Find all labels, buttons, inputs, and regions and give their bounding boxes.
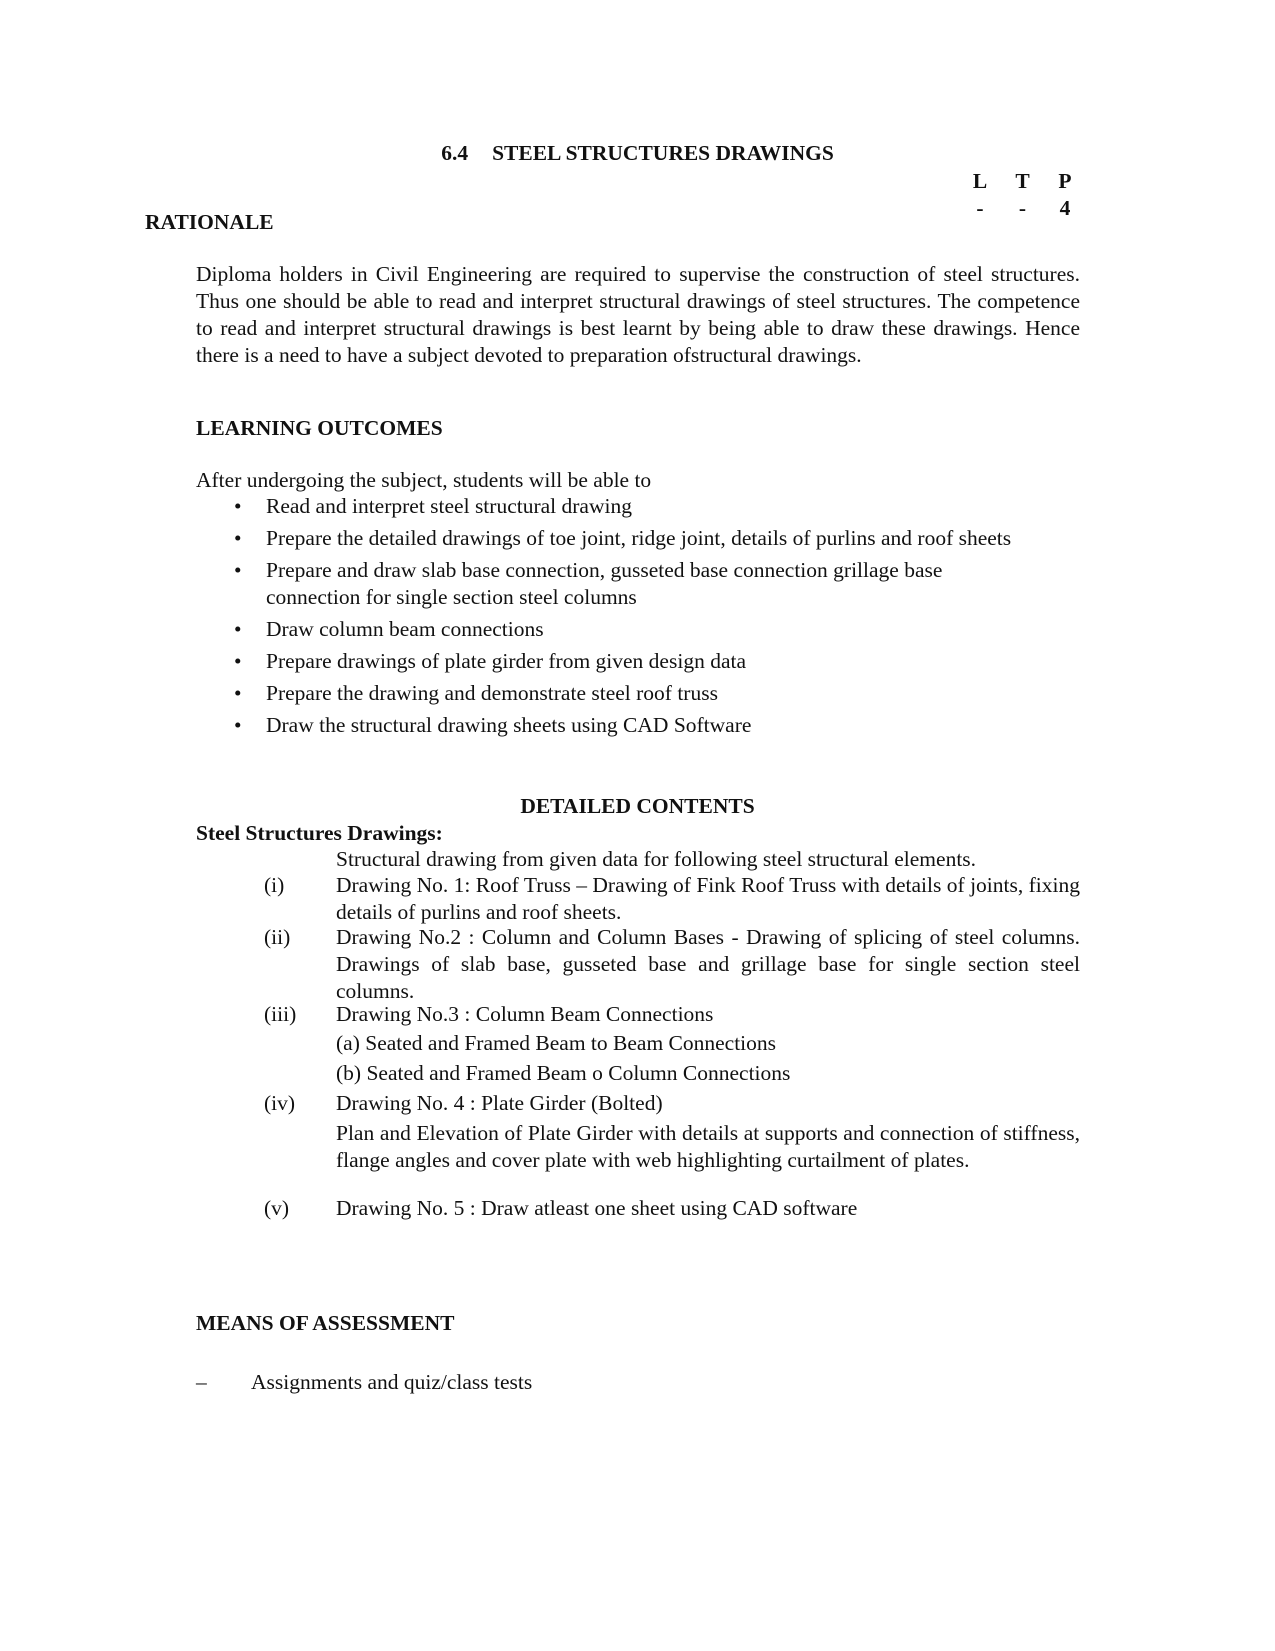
drawing-item-text: Drawing No. 4 : Plate Girder (Bolted) — [336, 1091, 663, 1115]
sub-item: (b) Seated and Framed Beam o Column Connections — [336, 1061, 791, 1085]
ltp-value-l: - — [976, 196, 984, 220]
assessment-heading: MEANS OF ASSESSMENT — [196, 1311, 455, 1335]
drawing-item-label: (iii) — [264, 1002, 297, 1026]
drawing-item-text: Drawing No.2 : Column and Column Bases - Drawing of splicing of steel columns. Drawings of slab base, gusseted base and grillage base for single section steel columns. — [336, 925, 1080, 1003]
ltp-header-row — [965, 168, 1080, 195]
learning-outcomes-intro: After undergoing the subject, students will be able to — [196, 468, 652, 492]
plate-girder-detail: Plan and Elevation of Plate Girder with details at supports and connection of stiffness, flange angles and cover plate with web highlighting curtailment of plates. — [336, 1121, 1080, 1172]
ltp-value-t: - — [1018, 196, 1027, 220]
ltp-header-t: T — [1015, 169, 1030, 193]
drawing-item-text: Drawing No. 1: Roof Truss – Drawing of Fink Roof Truss with details of joints, fixing details of purlins and roof sheets. — [336, 873, 1080, 924]
list-item: • Prepare the detailed drawings of toe joint, ridge joint, details of purlins and roof sheets — [196, 525, 1080, 552]
ltp-table — [965, 168, 1080, 222]
detailed-contents-intro: Structural drawing from given data for following steel structural elements. — [336, 847, 977, 871]
assessment-item: Assignments and quiz/class tests — [251, 1370, 533, 1394]
learning-outcomes-list — [196, 493, 1080, 744]
drawing-item-label: (ii) — [264, 925, 291, 949]
ltp-value-row — [965, 195, 1080, 222]
list-item: • Prepare drawings of plate girder from given design data — [196, 648, 1080, 675]
drawing-item-label: (i) — [264, 873, 285, 897]
drawing-item-label: (iv) — [264, 1091, 296, 1115]
detailed-contents-heading: DETAILED CONTENTS — [520, 794, 755, 818]
assessment-marker: – — [196, 1370, 207, 1394]
sub-item: (a) Seated and Framed Beam to Beam Connections — [336, 1031, 777, 1055]
section-number: 6.4 — [441, 141, 469, 165]
ltp-value-p: 4 — [1059, 196, 1071, 220]
detailed-contents-subheading: Steel Structures Drawings: — [196, 821, 443, 845]
rationale-heading: RATIONALE — [145, 210, 274, 234]
learning-outcomes-heading: LEARNING OUTCOMES — [196, 416, 443, 440]
page-title — [0, 140, 1275, 167]
ltp-header-l: L — [972, 169, 988, 193]
section-title: STEEL STRUCTURES DRAWINGS — [492, 141, 834, 165]
drawing-item-text: Drawing No. 5 : Draw atleast one sheet using CAD software — [336, 1196, 858, 1220]
drawing-item-text: Drawing No.3 : Column Beam Connections — [336, 1002, 714, 1026]
list-item: • Read and interpret steel structural drawing — [196, 493, 1080, 520]
list-item: • Prepare and draw slab base connection, gusseted base connection grillage base connection for single section steel columns — [196, 557, 1080, 611]
list-item: • Draw column beam connections — [196, 616, 1080, 643]
list-item: • Draw the structural drawing sheets using CAD Software — [196, 712, 1080, 739]
list-item: • Prepare the drawing and demonstrate steel roof truss — [196, 680, 1080, 707]
drawing-item-label: (v) — [264, 1196, 290, 1220]
ltp-header-p: P — [1058, 169, 1072, 193]
rationale-text: Diploma holders in Civil Engineering are required to supervise the construction of steel structures. Thus one should be able to read and interpret structural drawings of steel structures. The competence to read and interpret structural drawings is best learnt by being able to draw these drawings. Hence there is a need to have a subject devoted to preparation ofstructural drawings. — [196, 262, 1080, 367]
